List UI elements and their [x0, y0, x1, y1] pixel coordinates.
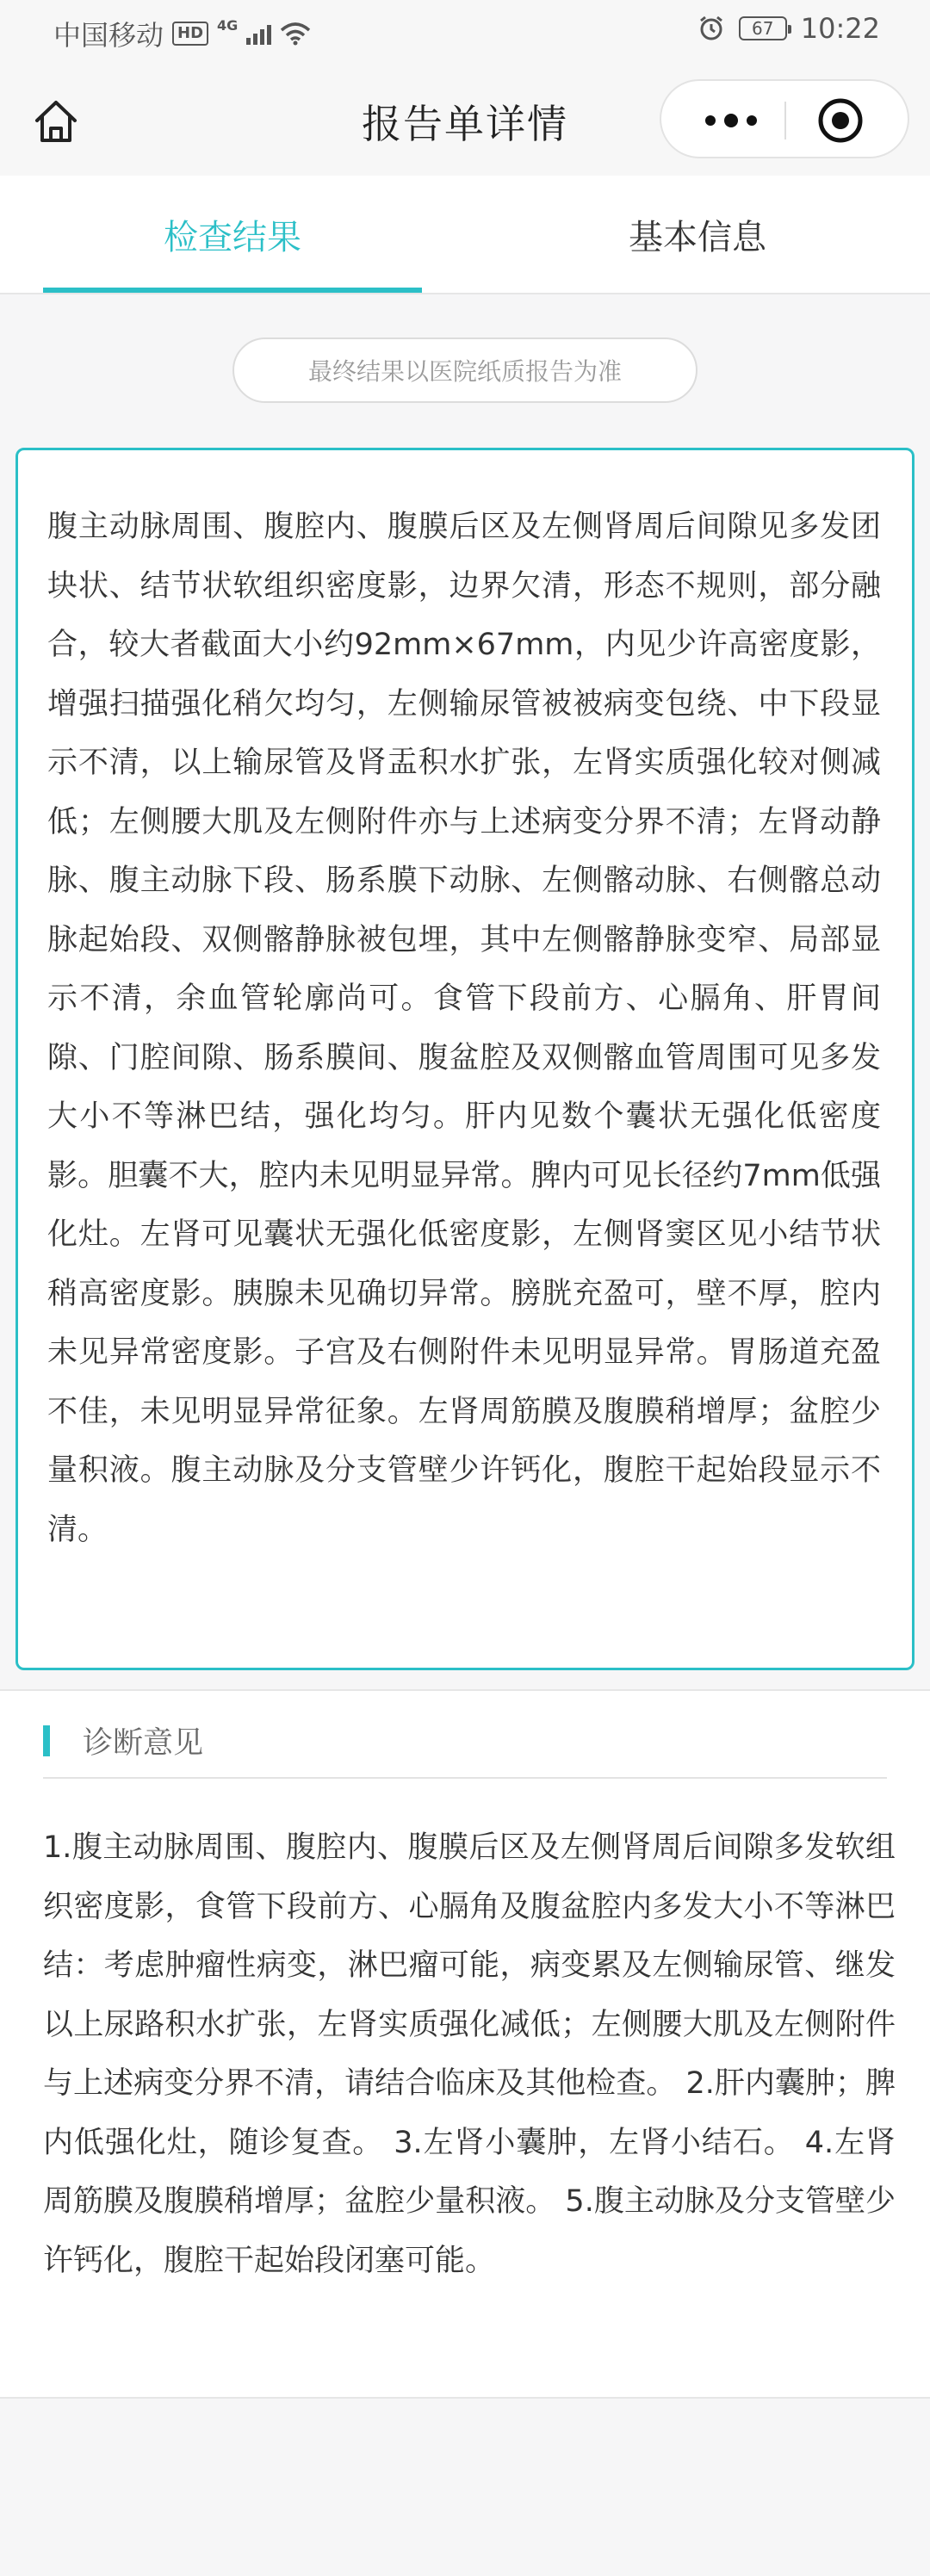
diagnosis-heading: 诊断意见 — [83, 1726, 204, 1761]
battery-icon — [739, 16, 787, 40]
diagnosis-text: 1.腹主动脉周围、腹腔内、腹膜后区及左侧肾周后间隙多发软组织密度影，食管下段前方、心膈角及腹盆腔内多发大小不等淋巴结：考虑肿瘤性病变，淋巴瘤可能，病变累及左侧输尿管、继发以上尿路积水扩张，左肾实质强化减低；左侧腰大肌及左侧附件与上述病变分界不清，请结合临床及其他检查。 2.肝内囊肿；脾内低强化灶，随诊复查。 3.左肾小囊肿，左肾小结石。 4.左肾周筋膜及腹膜稍增厚；盆腔少量积液。 5.腹主动脉及分支管壁少许钙化，腹腔干起始段闭塞可能。 — [43, 1830, 896, 2278]
more-dot-icon — [747, 115, 757, 126]
more-button[interactable] — [692, 102, 770, 139]
more-dot-icon — [724, 114, 738, 127]
divider — [43, 1777, 887, 1779]
diagnosis-header — [43, 1717, 203, 1765]
network-type-label: 4G — [217, 17, 239, 34]
wifi-icon — [280, 22, 311, 46]
target-close-icon — [816, 96, 865, 145]
miniprogram-capsule — [660, 79, 909, 158]
active-tab-indicator — [43, 288, 422, 293]
clock: 10:22 — [800, 12, 880, 45]
carrier-label: 中国移动 — [53, 19, 164, 52]
navigation-bar — [0, 65, 930, 176]
diagnosis-section — [0, 1689, 930, 2399]
page-title: 报告单详情 — [362, 101, 568, 147]
status-left — [53, 14, 311, 53]
section-marker — [43, 1725, 50, 1756]
tab-results[interactable]: 检查结果 — [164, 217, 301, 257]
more-dot-icon — [705, 115, 716, 126]
tab-basic-info[interactable]: 基本信息 — [629, 217, 766, 257]
battery-level: 67 — [752, 18, 774, 39]
tab-bar — [0, 176, 930, 294]
findings-text: 腹主动脉周围、腹腔内、腹膜后区及左侧肾周后间隙见多发团块状、结节状软组织密度影，边界欠清，形态不规则，部分融合，较大者截面大小约92mm×67mm，内见少许高密度影，增强扫描强化稍欠均匀，左侧输尿管被被病变包绕、中下段显示不清，以上输尿管及肾盂积水扩张，左肾实质强化较对侧减低；左侧腰大肌及左侧附件亦与上述病变分界不清；左肾动静脉、腹主动脉下段、肠系膜下动脉、左侧髂动脉、右侧髂总动脉起始段、双侧髂静脉被包埋，其中左侧髂静脉变窄、局部显示不清，余血管轮廓尚可。食管下段前方、心膈角、肝胃间隙、门腔间隙、肠系膜间、腹盆腔及双侧髂血管周围可见多发大小不等淋巴结，强化均匀。肝内见数个囊状无强化低密度影。胆囊不大，腔内未见明显异常。脾内可见长径约7mm低强化灶。左肾可见囊状无强化低密度影，左侧肾窦区见小结节状稍高密度影。胰腺未见确切异常。膀胱充盈可，壁不厚，腔内未见异常密度影。子宫及右侧附件未见明显异常。胃肠道充盈不佳，未见明显异常征象。左肾周筋膜及腹膜稍增厚；盆腔少量积液。腹主动脉及分支管壁少许钙化，腹腔干起始段显示不清。 — [47, 510, 881, 1547]
status-bar — [0, 0, 930, 65]
notice-badge: 最终结果以医院纸质报告为准 — [232, 337, 698, 403]
alarm-icon — [698, 15, 725, 42]
hd-badge: HD — [172, 22, 208, 46]
capsule-divider — [784, 102, 786, 139]
close-button[interactable] — [815, 95, 866, 146]
status-right — [698, 12, 880, 45]
signal-icon — [246, 22, 271, 45]
findings-card — [16, 448, 914, 1670]
